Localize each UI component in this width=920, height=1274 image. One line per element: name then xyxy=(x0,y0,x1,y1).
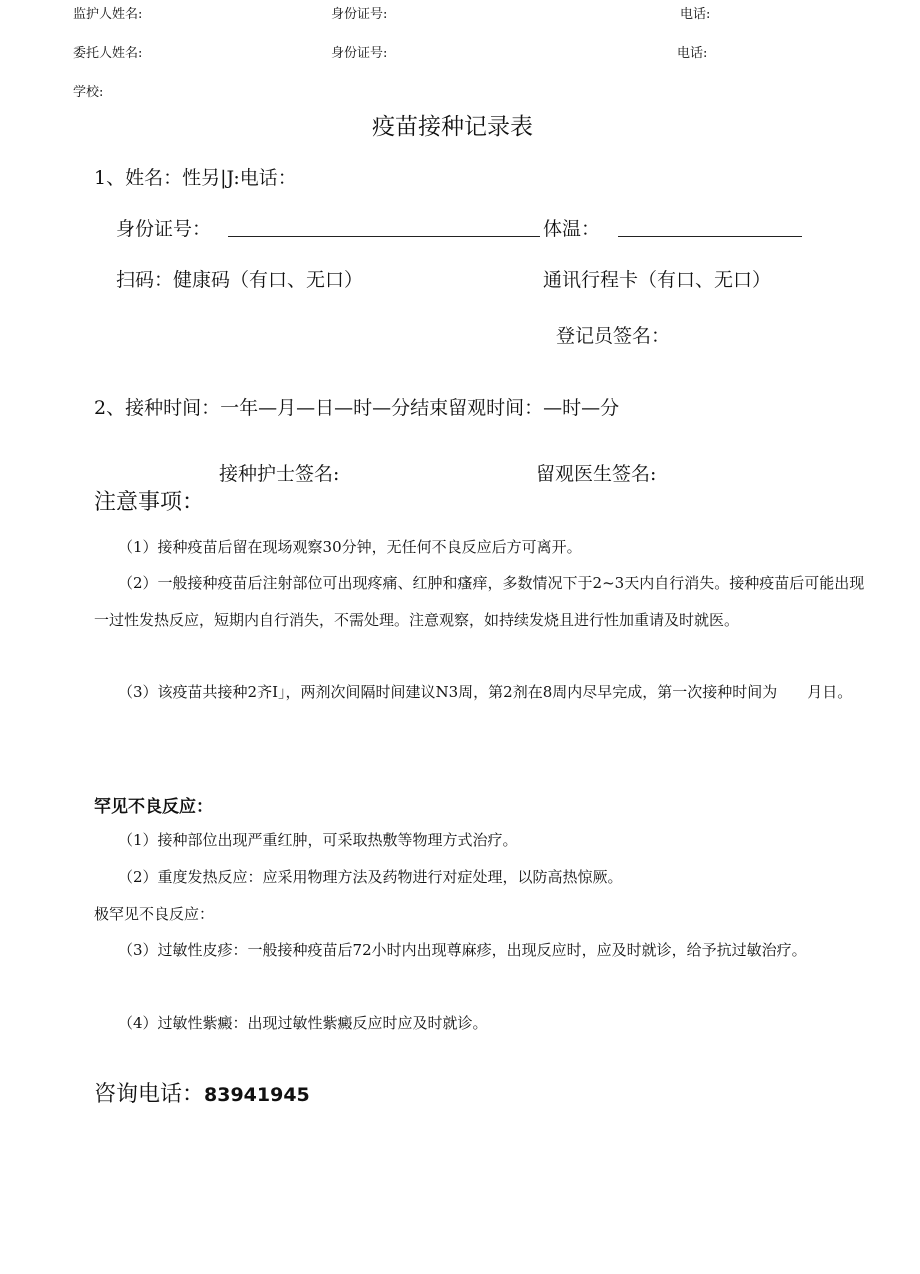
id-number-underline xyxy=(228,220,540,241)
note-item-1: （1）接种疫苗后留在现场观察30分钟，无任何不良反应后方可离开。 xyxy=(118,538,582,556)
note-item-3: （3）该疫苗共接种2齐I」，两剂次间隔时间建议N3周，第2剂在8周内尽早完成，第一次接种时间为 月日。 xyxy=(118,683,853,701)
guardian-phone-label: 电话: xyxy=(680,7,711,22)
trustee-name-label: 委托人姓名: xyxy=(73,46,143,61)
note-item-2: （2）一般接种疫苗后注射部位可出现疼痛、红肿和瘙痒，多数情况下于2~3天内自行消失。接种疫苗后可能出现一过性发热反应，短期内自行消失，不需处理。注意观察，如持续发烧且进行性加重请及时就医。 xyxy=(94,574,865,629)
doctor-signature-label: 留观医生签名: xyxy=(536,463,657,485)
page-title: 疫苗接种记录表 xyxy=(372,114,533,140)
consult-phone xyxy=(94,1077,310,1108)
notes-heading: 注意事项： xyxy=(94,490,205,515)
trustee-phone-label: 电话: xyxy=(677,46,708,61)
guardian-name-label: 监护人姓名: xyxy=(73,7,143,22)
guardian-id-label: 身份证号: xyxy=(331,7,388,22)
school-label: 学校: xyxy=(73,85,104,100)
rare-item-3: （3）过敏性皮疹：一般接种疫苗后72小时内出现尊麻疹，出现反应时，应及时就诊，给予抗过敏治疗。 xyxy=(118,941,807,959)
id-number-label: 身份证号： xyxy=(116,218,212,240)
rare-reactions-heading: 罕见不良反应： xyxy=(94,797,213,817)
nurse-signature-label: 接种护士签名: xyxy=(219,463,340,485)
section1-name-line: 1、姓名：性另|J:电话： xyxy=(94,167,297,189)
temperature-label: 体温： xyxy=(543,218,601,240)
rare-item-4: （4）过敏性紫癜：出现过敏性紫癜反应时应及时就诊。 xyxy=(118,1014,488,1032)
health-code-scan: 扫码：健康码（有口、无口） xyxy=(116,269,364,291)
consult-phone-label: 咨询电话： xyxy=(94,1082,205,1107)
rare-item-1: （1）接种部位出现严重红肿，可采取热敷等物理方式治疗。 xyxy=(118,831,518,849)
consult-phone-number: 83941945 xyxy=(204,1084,310,1106)
vaccination-time-line: 2、接种时间：一年—月—日—时—分结束留观时间：—时—分 xyxy=(94,397,620,419)
trustee-id-label: 身份证号: xyxy=(331,46,388,61)
temperature-underline xyxy=(618,220,802,241)
trip-card-scan: 通讯行程卡（有口、无口） xyxy=(543,269,772,291)
very-rare-heading: 极罕见不良反应： xyxy=(94,905,215,923)
registrar-signature-label: 登记员签名： xyxy=(556,325,671,347)
rare-item-2: （2）重度发热反应：应采用物理方法及药物进行对症处理，以防高热惊厥。 xyxy=(118,868,623,886)
